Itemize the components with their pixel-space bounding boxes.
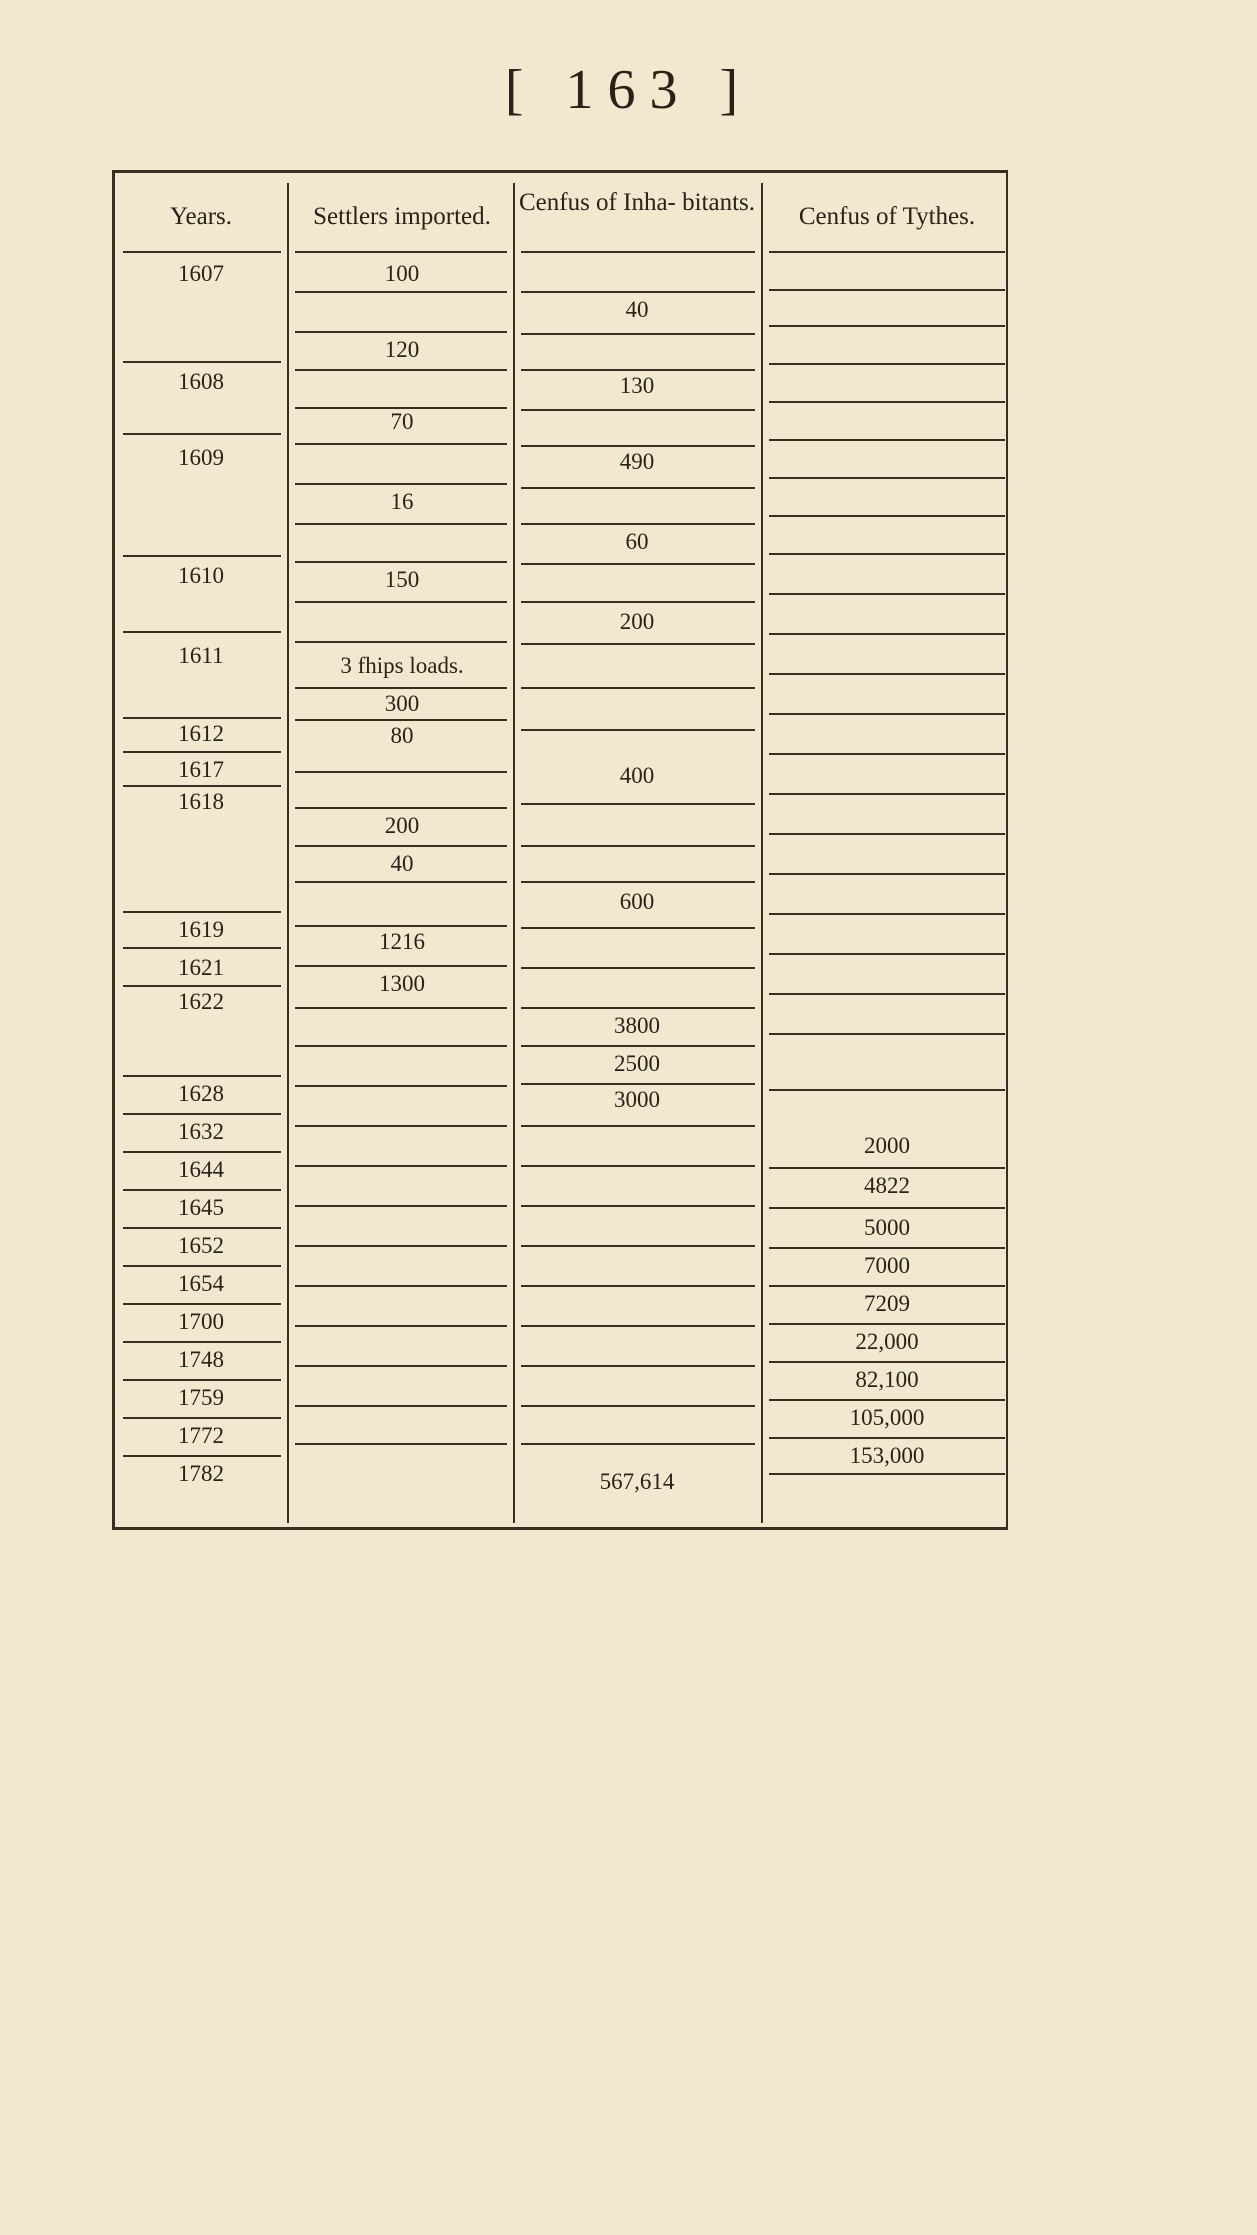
row-rule xyxy=(769,873,1005,875)
row-rule xyxy=(295,771,507,773)
row-rule xyxy=(295,1205,507,1207)
inhabitants-cell: 567,614 xyxy=(599,1469,675,1494)
row-rule xyxy=(295,845,507,847)
row-rule xyxy=(769,1207,1005,1209)
row-rule xyxy=(521,881,755,883)
tythes-cell: 2000 xyxy=(864,1133,910,1158)
row-rule xyxy=(521,1007,755,1009)
row-rule xyxy=(521,845,755,847)
row-rule xyxy=(123,1151,281,1153)
year-cell: 1645 xyxy=(178,1195,224,1220)
row-rule xyxy=(295,1285,507,1287)
row-rule xyxy=(521,369,755,371)
year-cell: 1644 xyxy=(178,1157,224,1182)
inhabitants-cell: 3000 xyxy=(614,1087,660,1112)
header-rule xyxy=(295,251,507,253)
inhabitants-cell: 2500 xyxy=(614,1051,660,1076)
row-rule xyxy=(769,1473,1005,1475)
row-rule xyxy=(295,483,507,485)
row-rule xyxy=(769,753,1005,755)
tythes-cell: 82,100 xyxy=(855,1367,919,1392)
row-rule xyxy=(521,1405,755,1407)
row-rule xyxy=(521,1083,755,1085)
row-rule xyxy=(521,1045,755,1047)
row-rule xyxy=(521,291,755,293)
row-rule xyxy=(123,1227,281,1229)
row-rule xyxy=(521,1245,755,1247)
row-rule xyxy=(769,1167,1005,1169)
row-rule xyxy=(123,911,281,913)
row-rule xyxy=(295,601,507,603)
row-rule xyxy=(769,673,1005,675)
row-rule xyxy=(769,713,1005,715)
year-cell: 1618 xyxy=(178,789,224,814)
year-cell: 1621 xyxy=(178,955,224,980)
row-rule xyxy=(123,751,281,753)
row-rule xyxy=(769,1247,1005,1249)
settlers-cell: 40 xyxy=(390,851,414,876)
column-divider xyxy=(761,183,763,1523)
row-rule xyxy=(769,833,1005,835)
row-rule xyxy=(295,561,507,563)
column-divider xyxy=(287,183,289,1523)
row-rule xyxy=(295,443,507,445)
row-rule xyxy=(295,1085,507,1087)
year-cell: 1608 xyxy=(178,369,224,394)
year-cell: 1652 xyxy=(178,1233,224,1258)
row-rule xyxy=(295,687,507,689)
row-rule xyxy=(521,487,755,489)
row-rule xyxy=(769,477,1005,479)
row-rule xyxy=(769,1437,1005,1439)
year-cell: 1700 xyxy=(178,1309,224,1334)
row-rule xyxy=(769,1285,1005,1287)
row-rule xyxy=(123,1417,281,1419)
inhabitants-cell: 3800 xyxy=(614,1013,660,1038)
year-cell: 1632 xyxy=(178,1119,224,1144)
year-cell: 1759 xyxy=(178,1385,224,1410)
row-rule xyxy=(123,1303,281,1305)
row-rule xyxy=(123,717,281,719)
row-rule xyxy=(123,1189,281,1191)
inhabitants-cell: 60 xyxy=(625,529,649,554)
row-rule xyxy=(295,1405,507,1407)
row-rule xyxy=(769,289,1005,291)
year-cell: 1782 xyxy=(178,1461,224,1486)
row-rule xyxy=(769,793,1005,795)
settlers-cell: 150 xyxy=(384,567,420,592)
header-rule xyxy=(521,251,755,253)
year-cell: 1609 xyxy=(178,445,224,470)
row-rule xyxy=(295,331,507,333)
row-rule xyxy=(769,439,1005,441)
row-rule xyxy=(521,601,755,603)
row-rule xyxy=(521,803,755,805)
row-rule xyxy=(123,947,281,949)
row-rule xyxy=(521,409,755,411)
row-rule xyxy=(295,523,507,525)
row-rule xyxy=(295,965,507,967)
row-rule xyxy=(769,953,1005,955)
row-rule xyxy=(769,1089,1005,1091)
inhabitants-cell: 490 xyxy=(619,449,655,474)
row-rule xyxy=(769,1399,1005,1401)
row-rule xyxy=(521,445,755,447)
row-rule xyxy=(123,433,281,435)
tythes-cell: 5000 xyxy=(864,1215,910,1240)
tythes-cell: 22,000 xyxy=(855,1329,919,1354)
row-rule xyxy=(123,361,281,363)
year-cell: 1612 xyxy=(178,721,224,746)
settlers-cell: 3 fhips loads. xyxy=(340,653,464,678)
settlers-cell: 80 xyxy=(390,723,414,748)
year-cell: 1628 xyxy=(178,1081,224,1106)
year-cell: 1772 xyxy=(178,1423,224,1448)
row-rule xyxy=(295,1325,507,1327)
header-rule xyxy=(123,251,281,253)
settlers-cell: 300 xyxy=(384,691,420,716)
row-rule xyxy=(521,1325,755,1327)
row-rule xyxy=(123,1113,281,1115)
inhabitants-cell: 600 xyxy=(619,889,655,914)
year-cell: 1610 xyxy=(178,563,224,588)
row-rule xyxy=(123,1341,281,1343)
row-rule xyxy=(521,1285,755,1287)
year-cell: 1748 xyxy=(178,1347,224,1372)
header-rule xyxy=(769,251,1005,253)
settlers-cell: 1300 xyxy=(379,971,425,996)
row-rule xyxy=(769,553,1005,555)
inhabitants-cell: 40 xyxy=(625,297,649,322)
row-rule xyxy=(769,633,1005,635)
row-rule xyxy=(123,555,281,557)
statistics-table xyxy=(112,170,1008,1530)
row-rule xyxy=(521,1125,755,1127)
row-rule xyxy=(295,1443,507,1445)
row-rule xyxy=(123,985,281,987)
column-divider xyxy=(513,183,515,1523)
settlers-cell: 70 xyxy=(390,409,414,434)
row-rule xyxy=(769,363,1005,365)
inhabitants-cell: 400 xyxy=(619,763,655,788)
settlers-cell: 100 xyxy=(384,261,420,286)
row-rule xyxy=(769,993,1005,995)
row-rule xyxy=(769,913,1005,915)
row-rule xyxy=(123,631,281,633)
inhabitants-cell: 200 xyxy=(619,609,655,634)
row-rule xyxy=(521,927,755,929)
row-rule xyxy=(769,515,1005,517)
row-rule xyxy=(521,729,755,731)
header-settlers: Settlers imported. xyxy=(313,203,491,230)
row-rule xyxy=(521,967,755,969)
row-rule xyxy=(295,291,507,293)
row-rule xyxy=(295,881,507,883)
row-rule xyxy=(769,401,1005,403)
row-rule xyxy=(521,333,755,335)
row-rule xyxy=(295,719,507,721)
header-years: Years. xyxy=(169,203,233,230)
row-rule xyxy=(769,1361,1005,1363)
row-rule xyxy=(295,1125,507,1127)
row-rule xyxy=(769,1033,1005,1035)
tythes-cell: 7209 xyxy=(864,1291,910,1316)
year-cell: 1622 xyxy=(178,989,224,1014)
row-rule xyxy=(123,1265,281,1267)
row-rule xyxy=(123,785,281,787)
row-rule xyxy=(295,1045,507,1047)
row-rule xyxy=(521,563,755,565)
page-number: [ 163 ] xyxy=(504,59,753,121)
inhabitants-cell: 130 xyxy=(619,373,655,398)
settlers-cell: 120 xyxy=(384,337,420,362)
row-rule xyxy=(769,593,1005,595)
row-rule xyxy=(521,643,755,645)
header-census-tythes: Cenfus of Tythes. xyxy=(798,203,976,230)
tythes-cell: 153,000 xyxy=(849,1443,925,1468)
row-rule xyxy=(295,925,507,927)
row-rule xyxy=(295,1365,507,1367)
year-cell: 1611 xyxy=(178,643,224,668)
year-cell: 1607 xyxy=(178,261,224,286)
row-rule xyxy=(295,369,507,371)
row-rule xyxy=(769,1323,1005,1325)
row-rule xyxy=(123,1379,281,1381)
settlers-cell: 1216 xyxy=(379,929,425,954)
tythes-cell: 7000 xyxy=(864,1253,910,1278)
row-rule xyxy=(769,325,1005,327)
row-rule xyxy=(295,1165,507,1167)
header-census-inhabitants: Cenfus of Inha- bitants. xyxy=(518,189,756,216)
row-rule xyxy=(295,641,507,643)
row-rule xyxy=(295,1245,507,1247)
tythes-cell: 105,000 xyxy=(849,1405,925,1430)
row-rule xyxy=(521,523,755,525)
row-rule xyxy=(295,807,507,809)
settlers-cell: 16 xyxy=(390,489,414,514)
row-rule xyxy=(521,687,755,689)
row-rule xyxy=(521,1365,755,1367)
row-rule xyxy=(521,1205,755,1207)
row-rule xyxy=(123,1455,281,1457)
row-rule xyxy=(521,1443,755,1445)
year-cell: 1619 xyxy=(178,917,224,942)
row-rule xyxy=(123,1075,281,1077)
tythes-cell: 4822 xyxy=(864,1173,910,1198)
year-cell: 1617 xyxy=(178,757,224,782)
settlers-cell: 200 xyxy=(384,813,420,838)
row-rule xyxy=(295,1007,507,1009)
year-cell: 1654 xyxy=(178,1271,224,1296)
row-rule xyxy=(521,1165,755,1167)
